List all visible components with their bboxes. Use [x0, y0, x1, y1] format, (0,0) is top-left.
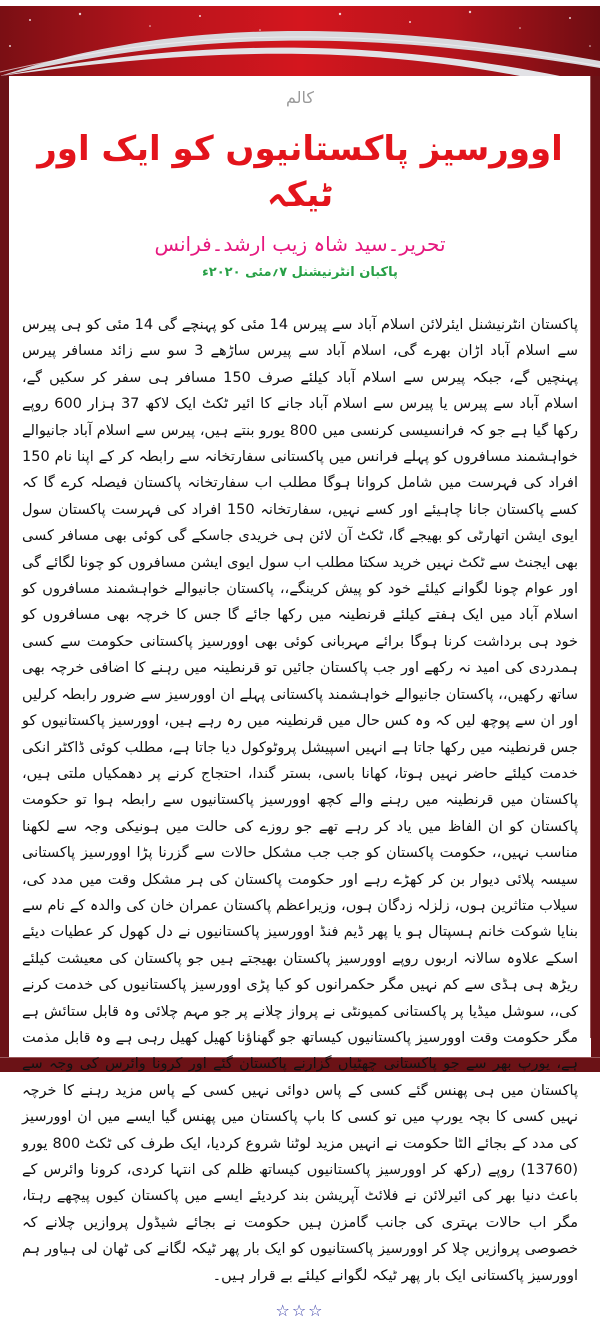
article-byline: تحریر۔سید شاہ زیب ارشد۔فرانس [154, 232, 446, 256]
end-mark-stars-icon: ☆☆☆ [275, 1301, 325, 1320]
article [22, 84, 578, 1320]
header-banner [0, 6, 600, 76]
article-title: اوورسیز پاکستانیوں کو ایک اور ٹیکہ [37, 129, 563, 215]
section-label: کالم [285, 88, 314, 107]
swoosh-decoration-icon [0, 6, 600, 76]
frame-right-border [591, 76, 600, 1071]
article-source: پاکبان انٹرنیشنل ۷؍مئی ۲۰۲۰ء [202, 265, 398, 280]
frame-left-border [0, 76, 9, 1071]
article-body: پاکستان انٹرنیشنل ایئرلائن اسلام آباد سے پیرس 14 مئی کو پہنچے گی 14 مئی کو ہی پیرس سے اسلام آباد اڑان بھرے گی، اسلام آباد سے پیرس ساڑھے 3 سو سے زائد مسافر پیرس پہنچیں گے، جبکہ پیرس سے اسلام آباد کیلئے صرف 150 مسافر ہی سفر کر سکیں گے، اسلام آباد سے پیرس یا پیرس سے اسلام آباد جانے کا ائیر ٹکٹ ایک لاکھ 37 ہزار 600 روپے رکھا گیا ہے جو کہ فرانسیسی کرنسی میں 800 یورو بنتے ہیں، پیرس سے اسلام آباد جانیوالے خواہشمند مسافروں کو پہلے فرانس میں پاکستانی سفارتخانہ سے رابطہ کر کے اپنا نام 150 افراد کی فہرست میں شامل کروانا ہوگا مطلب اب سفارتخانہ پاکستان فیصلہ کرے گا کہ کسے پاکستان جانا چاہیئے اور کسے نہیں، سفارتخانہ 150 افراد کی فہرست پاکستان سول ایوی ایشن اتھارٹی کو بھیجے گا، ٹکٹ آن لائن ہی خریدی جاسکے گی کوئی بھی مسافر کسی بھی ایجنٹ سے ٹکٹ نہیں خرید سکتا مطلب اب سول ایوی ایشن مسافروں کو چونا لگائے گی اور عوام چونا لگوانے کیلئے خود کو پیش کرینگے،، پاکستان جانیوالے خواہشمند مسافروں کو اسلام آباد میں ایک ہفتے کیلئے قرنطینہ میں رکھا جائے گا جس کا خرچہ بھی مسافروں کو خود ہی برداشت کرنا ہوگا برائے مہربانی کوئی بھی اوورسیز پاکستانی حکومت سے کسی ہمدردی کی امید نہ رکھے اور جب پاکستان جائیں تو قرنطینہ میں رہنے کا اضافی خرچہ بھی ساتھ رکھیں،، پاکستان جانیوالے خواہشمند پاکستانی پہلے ان اوورسیز سے ضرور رابطہ کرلیں اور ان سے پوچھ لیں کہ وہ کس حال میں قرنطینہ میں رہ رہے ہیں، اوورسیز پاکستانیوں کو جس قرنطینہ میں رکھا جاتا ہے انہیں اسپیشل پروٹوکول دیا جاتا ہے، مطلب کوئی ڈاکٹر انکی خدمت کیلئے حاضر نہیں ہوتا، کھانا باسی، بستر گندا، احتجاج کرنے پر دھمکیاں ملتی ہیں، پاکستان میں قرنطینہ میں رہنے والے کچھ اوورسیز پاکستانیوں سے رابطہ ہوا تو حکومت پاکستان کو ان الفاظ میں یاد کر رہے تھے جو روزے کی حالت میں ہونیکی وجہ سے لکھنا مناسب نہیں،، حکومت پاکستان کو جب جب مشکل حالات سے گزرنا پڑا اوورسیز پاکستانی سیسہ پلائی دیوار بن کر کھڑے رہے اور حکومت پاکستان کی ہر مشکل وقت میں مدد کی، سیلاب متاثرین ہوں، زلزلہ زدگان ہوں، وزیراعظم پاکستان عمران خان کی والدہ کے نام سے بنایا شوکت خانم ہسپتال ہو یا پھر ڈیم فنڈ اوورسیز پاکستانیوں نے دل کھول کر عطیات دیئے اسکے علاوہ سالانہ اربوں روپے اوورسیز پاکستان بھیجتے ہیں جو پاکستان کی معیشت کیلئے ریڑھ ہی ہڈی سے کم نہیں مگر حکمرانوں کو کیا پڑی اوورسیز پاکستانیوں کی خدمت کرنے کی،، سوشل میڈیا پر پاکستانی کمیونٹی نے پرواز چلانے پر جو مہم چلائی وہ قابل ستائش ہے مگر حکومت وقت اوورسیز پاکستانیوں کیساتھ جو گھناؤنا کھیل کھیل رہی ہے وہ قابل مذمت ہے، یورپ بھر سے جو پاکستانی چھٹیاں گزارنے پاکستان گئے اور کرونا وائرس کی وجہ سے پاکستان میں ہی پھنس گئے کسی کے پاس دوائی نہیں کسی کے پاس مزید رہنے کا خرچہ نہیں کسی کا بچہ یورپ میں تو کسی کا باپ پاکستان میں پھنس گیا ایسے میں ان اوورسیز کی مدد کے بجائے الٹا حکومت نے انہیں مزید لوٹنا شروع کردیا، ایک طرف کی ٹکٹ 800 یورو (13760) روپے (رکھ کر اوورسیز پاکستانیوں کیساتھ ظلم کی انتہا کردی، کرونا وائرس کے باعث دنیا بھر کی ائیرلائن نے فلائٹ آپریشن بند کردیئے ایسے میں پاکستان کیوں پیچھے رہتا، مگر اب حالات بہتری کی جانب گامزن ہیں حکومت نے بجائے شیڈول پروازیں چلانے کہ خصوصی پروازیں چلا کر اوورسیز پاکستانیوں کو ایک بار پھر ٹیکہ لگانے کی ٹھان لی ہیاور ہم اوورسیز پاکستانی ایک بار پھر ٹیکہ لگوانے کیلئے بے قرار ہیں۔ [22, 317, 579, 1284]
